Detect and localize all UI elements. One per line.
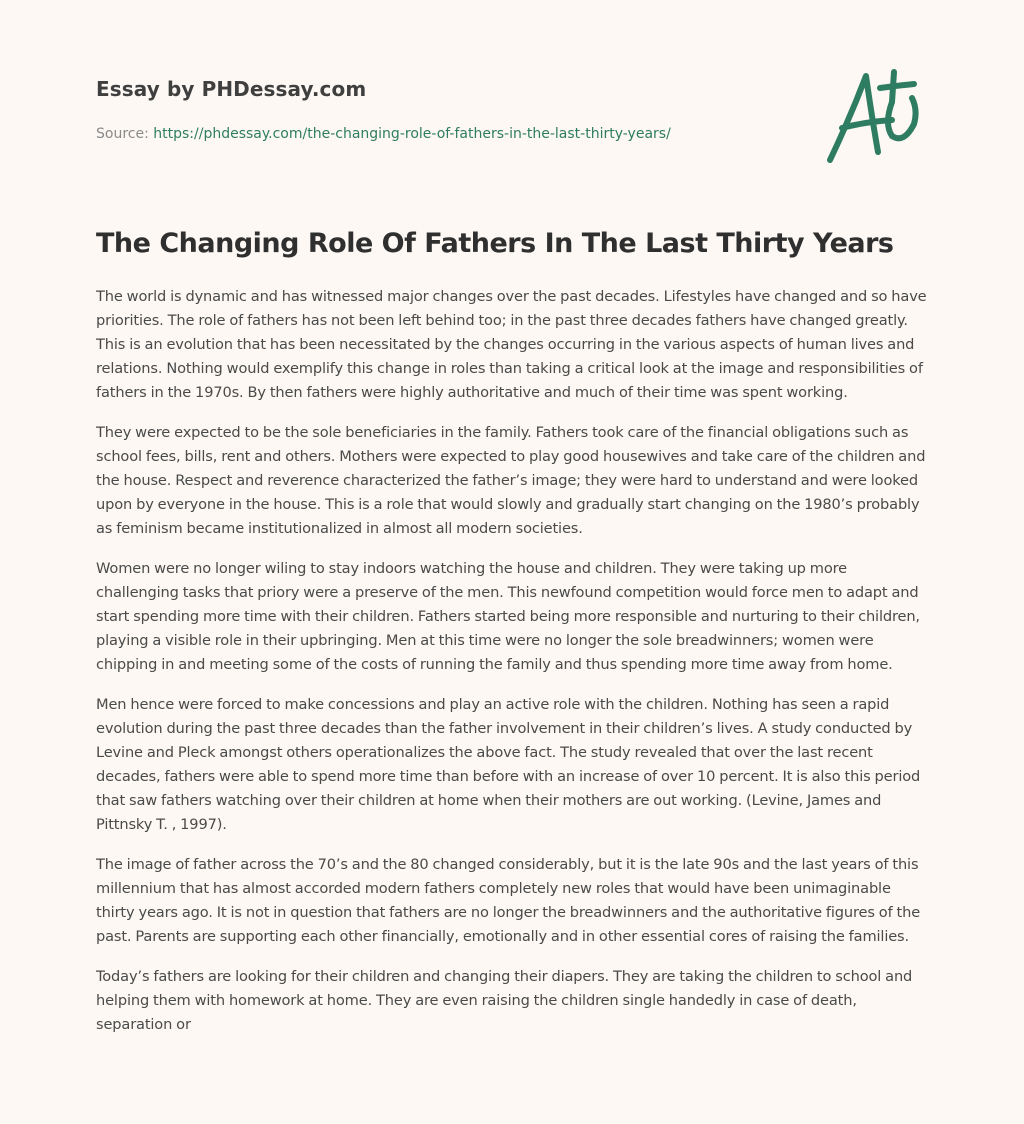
brand-name: Essay by PHDessay.com — [96, 77, 367, 101]
paragraph: Women were no longer wiling to stay indoors watching the house and children. They were taking up more challenging tasks that priory were a preserve of the men. This newfound competition would force men to adapt and start spending more time with their children. Fathers started being more responsible and nurturing to their children, playing a visible role in their upbringing. Men at this time were no longer the sole breadwinners; women were chipping in and meeting some of the costs of running the family and thus spending more time away from home. — [96, 560, 920, 673]
article-title: The Changing Role Of Fathers In The Last Thirty Years — [96, 228, 894, 259]
source-label: Source: — [96, 126, 149, 142]
source-line — [96, 124, 796, 144]
paragraph: Men hence were forced to make concessions and play an active role with the children. Nothing has seen a rapid evolution during the past three decades than the father involvement in their children’s lives. A study conducted by Levine and Pleck amongst others operationalizes the above fact. The study revealed that over the last recent decades, fathers were able to spend more time than before with an increase of over 10 percent. It is also this period that saw fathers watching over their children at home when their mothers are out working. (Levine, James and Pittnsky T. , 1997). — [96, 696, 921, 833]
paragraph: Today’s fathers are looking for their children and changing their diapers. They are taking the children to school and helping them with homework at home. They are even raising the children single handedly in case of death, separation or — [96, 968, 913, 1033]
a-plus-grade-icon — [820, 68, 930, 168]
page-header — [96, 74, 796, 144]
article-body — [96, 285, 930, 1053]
source-link[interactable]: https://phdessay.com/the-changing-role-of-fathers-in-the-last-thirty-years/ — [153, 126, 671, 142]
paragraph: They were expected to be the sole beneficiaries in the family. Fathers took care of the financial obligations such as school fees, bills, rent and others. Mothers were expected to play good housewives and take care of the children and the house. Respect and reverence characterized the father’s image; they were hard to understand and were looked upon by everyone in the house. This is a role that would slowly and gradually start changing on the 1980’s probably as feminism became institutionalized in almost all modern societies. — [96, 424, 926, 537]
paragraph: The image of father across the 70’s and the 80 changed considerably, but it is the late 90s and the last years of this millennium that has almost accorded modern fathers completely new roles that would have been unimaginable thirty years ago. It is not in question that fathers are no longer the breadwinners and the authoritative figures of the past. Parents are supporting each other financially, emotionally and in other essential cores of raising the families. — [96, 856, 921, 945]
paragraph: The world is dynamic and has witnessed major changes over the past decades. Lifestyles have changed and so have priorities. The role of fathers has not been left behind too; in the past three decades fathers have changed greatly. This is an evolution that has been necessitated by the changes occurring in the various aspects of human lives and relations. Nothing would exemplify this change in roles than taking a critical look at the image and responsibilities of fathers in the 1970s. By then fathers were highly authoritative and much of their time was spent working. — [96, 288, 927, 401]
